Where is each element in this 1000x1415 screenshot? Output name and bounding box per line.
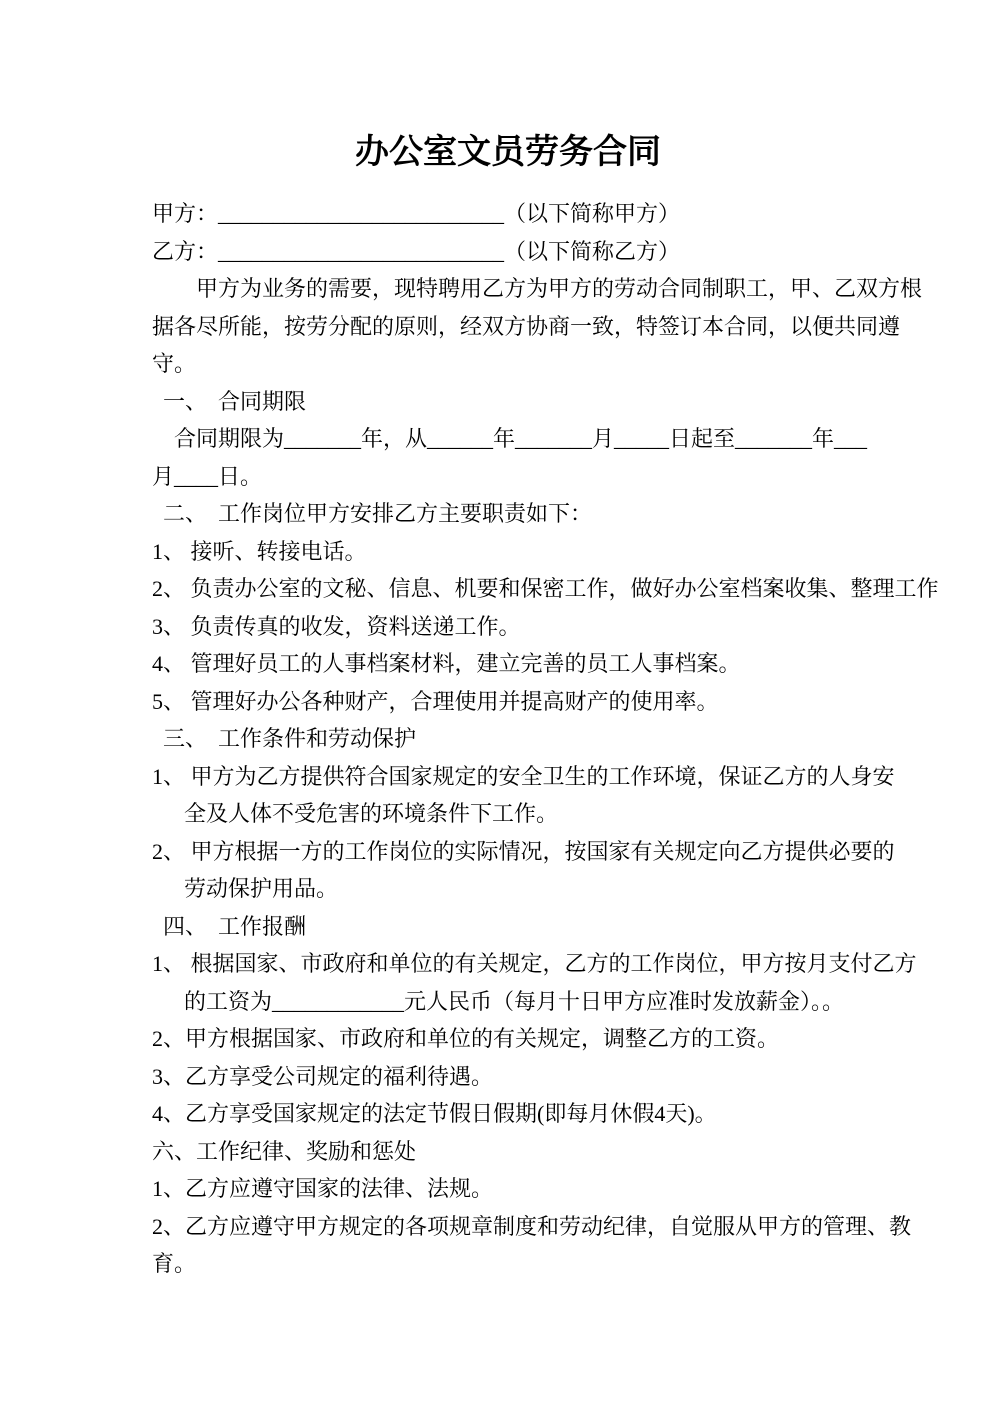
pay-item-2: 2、甲方根据国家、市政府和单位的有关规定，调整乙方的工资。 (152, 1026, 780, 1051)
section-6-heading: 六、工作纪律、奖励和惩处 (152, 1138, 417, 1164)
discipline-item-2-cont: 育。 (152, 1251, 197, 1276)
protection-item-2-cont: 劳动保护用品。 (184, 876, 339, 901)
preamble-line-2: 据各尽所能，按劳分配的原则，经双方协商一致，特签订本合同，以便共同遵 (152, 313, 901, 339)
section-1-heading: 一、 合同期限 (163, 388, 307, 414)
contract-term-line-2: 月____日。 (152, 463, 263, 489)
discipline-item-2: 2、乙方应遵守甲方规定的各项规章制度和劳动纪律，自觉服从甲方的管理、教 (152, 1213, 912, 1239)
contract-term-line-1: 合同期限为_______年，从______年_______月_____日起至_______年___ (174, 426, 868, 451)
pay-item-1-cont: 的工资为____________元人民币（每月十日甲方应准时发放薪金）。。 (184, 988, 845, 1014)
section-4-heading: 四、 工作报酬 (163, 913, 307, 939)
preamble-line-1: 甲方为业务的需要，现特聘用乙方为甲方的劳动合同制职工，甲、乙双方根 (196, 276, 923, 301)
duty-item-4: 4、 管理好员工的人事档案材料，建立完善的员工人事档案。 (152, 651, 741, 676)
party-a-line: 甲方：__________________________（以下简称甲方） (152, 201, 681, 226)
pay-item-4: 4、乙方享受国家规定的法定节假日假期(即每月休假4天)。 (152, 1101, 717, 1126)
duty-item-3: 3、 负责传真的收发，资料送递工作。 (152, 613, 521, 639)
duty-item-5: 5、 管理好办公各种财产，合理使用并提高财产的使用率。 (152, 688, 719, 714)
protection-item-1-cont: 全及人体不受危害的环境条件下工作。 (184, 801, 559, 826)
document-body (150, 195, 939, 1283)
discipline-item-1: 1、乙方应遵守国家的法律、法规。 (152, 1176, 494, 1201)
protection-item-2: 2、 甲方根据一方的工作岗位的实际情况，按国家有关规定向乙方提供必要的 (152, 838, 895, 864)
pay-item-3: 3、乙方享受公司规定的福利待遇。 (152, 1063, 494, 1089)
duty-item-2: 2、 负责办公室的文秘、信息、机要和保密工作，做好办公室档案收集、整理工作 (152, 576, 939, 601)
pay-item-1: 1、 根据国家、市政府和单位的有关规定，乙方的工作岗位，甲方按月支付乙方 (152, 951, 917, 976)
preamble-line-3: 守。 (152, 351, 197, 376)
duty-item-1: 1、 接听、转接电话。 (152, 538, 367, 564)
party-b-line: 乙方：__________________________（以下简称乙方） (152, 238, 681, 264)
section-3-heading: 三、 工作条件和劳动保护 (163, 726, 417, 751)
document-title: 办公室文员劳务合同 (355, 134, 661, 171)
protection-item-1: 1、 甲方为乙方提供符合国家规定的安全卫生的工作环境，保证乙方的人身安 (152, 763, 895, 789)
section-2-heading: 二、 工作岗位甲方安排乙方主要职责如下： (163, 501, 593, 526)
